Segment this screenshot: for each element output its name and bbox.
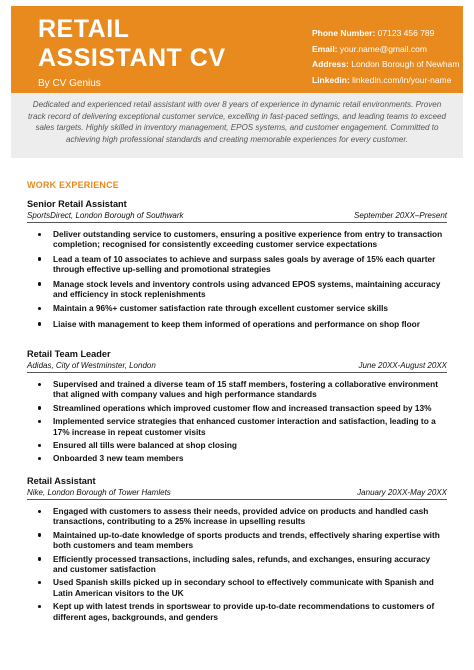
- contact-phone: [312, 26, 459, 42]
- cv-title-line-2: ASSISTANT CV: [38, 44, 226, 72]
- bullet-item: Streamlined operations which improved customer flow and increased transaction speed by 13%: [27, 403, 447, 413]
- bullet-item: Maintained up-to-date knowledge of sports products and trends, effectively sharing expertise with both customers and team members: [27, 530, 447, 551]
- cv-title: [38, 15, 226, 73]
- job-entry-senior-retail-assistant: [27, 199, 447, 329]
- bullet-item: Used Spanish skills picked up in secondary school to effectively communicate with Spanish and Latin American visitors to the UK: [27, 577, 447, 598]
- job-company: Adidas, City of Westminster, London: [27, 361, 156, 370]
- bullet-item: Maintain a 96%+ customer satisfaction rate through excellent customer service skills: [27, 303, 447, 313]
- job-company: Nike, London Borough of Tower Hamlets: [27, 488, 171, 497]
- job-dates: September 20XX–Present: [354, 211, 447, 220]
- profile-summary: Dedicated and experienced retail assistant with over 8 years of experience in dynamic retail environments. Proven track record of delivering exceptional customer service, excelling in fast-paced settings, and leading teams to exceed sales targets. Highly skilled in inventory management, EPOS systems, and customer engagement. Committed to achieving high professional standards and creating memorable experiences for every customer.: [11, 93, 463, 158]
- section-heading-work-experience: WORK EXPERIENCE: [27, 180, 120, 190]
- bullet-item: Supervised and trained a diverse team of 15 staff members, fostering a collaborative environment that aligned with company values and high performance standards: [27, 379, 447, 400]
- job-bullets: [27, 379, 447, 464]
- contact-label: Address:: [312, 59, 349, 69]
- job-company: SportsDirect, London Borough of Southwark: [27, 211, 184, 220]
- contact-value: 07123 456 789: [377, 28, 435, 38]
- cv-title-line-1: RETAIL: [38, 15, 130, 43]
- job-dates: June 20XX-August 20XX: [358, 361, 447, 370]
- contact-value: linkedin.com/in/your-name: [352, 74, 452, 85]
- job-meta: [27, 361, 447, 373]
- bullet-item: Ensured all tills were balanced at shop closing: [27, 440, 447, 450]
- contact-label: Email:: [312, 43, 338, 54]
- bullet-item: Engaged with customers to assess their needs, provided advice on products and handled cash transactions, contributing to a 25% increase in upselling results: [27, 506, 447, 527]
- job-dates: January 20XX-May 20XX: [357, 488, 447, 497]
- contact-email: [312, 42, 459, 58]
- bullet-item: Onboarded 3 new team members: [27, 453, 447, 463]
- bullet-item: Implemented service strategies that enhanced customer interaction and satisfaction, leading to a 17% increase in repeat customer visits: [27, 416, 447, 437]
- job-title: Retail Assistant: [27, 476, 96, 486]
- job-meta: [27, 211, 447, 223]
- bullet-item: Efficiently processed transactions, including sales, refunds, and exchanges, ensuring accuracy and customer satisfaction: [27, 554, 447, 575]
- job-bullets: [27, 229, 447, 329]
- contact-value: your.name@gmail.com: [339, 43, 427, 54]
- job-bullets: [27, 506, 447, 622]
- contact-label: Phone Number:: [312, 28, 376, 38]
- cv-byline: By CV Genius: [38, 78, 101, 89]
- bullet-item: Manage stock levels and inventory controls using advanced EPOS systems, maintaining accuracy and efficiency in stock replenishments: [27, 279, 447, 300]
- bullet-item: Deliver outstanding service to customers, ensuring a positive experience from entry to transaction completion; recognised for consistently exceeding customer service expectations: [27, 229, 447, 250]
- job-title: Retail Team Leader: [27, 349, 111, 359]
- contact-value: London Borough of Newham: [351, 59, 460, 69]
- bullet-item: Kept up with latest trends in sportswear to provide up-to-date recommendations to customers of different ages, backgrounds, and genders: [27, 601, 447, 622]
- bullet-item: Lead a team of 10 associates to achieve and surpass sales goals by average of 15% each quarter through effective up-selling and promotional strategies: [27, 254, 447, 275]
- job-title: Senior Retail Assistant: [27, 199, 127, 209]
- cv-header: [11, 6, 463, 93]
- contact-linkedin: [312, 73, 459, 89]
- contact-details: [312, 26, 459, 88]
- contact-label: Linkedin:: [312, 74, 350, 85]
- contact-address: [312, 57, 459, 73]
- bullet-item: Liaise with management to keep them informed of operations and performance on shop floor: [27, 319, 447, 329]
- job-entry-retail-team-leader: [27, 349, 447, 464]
- job-meta: [27, 488, 447, 500]
- job-entry-retail-assistant: [27, 476, 447, 622]
